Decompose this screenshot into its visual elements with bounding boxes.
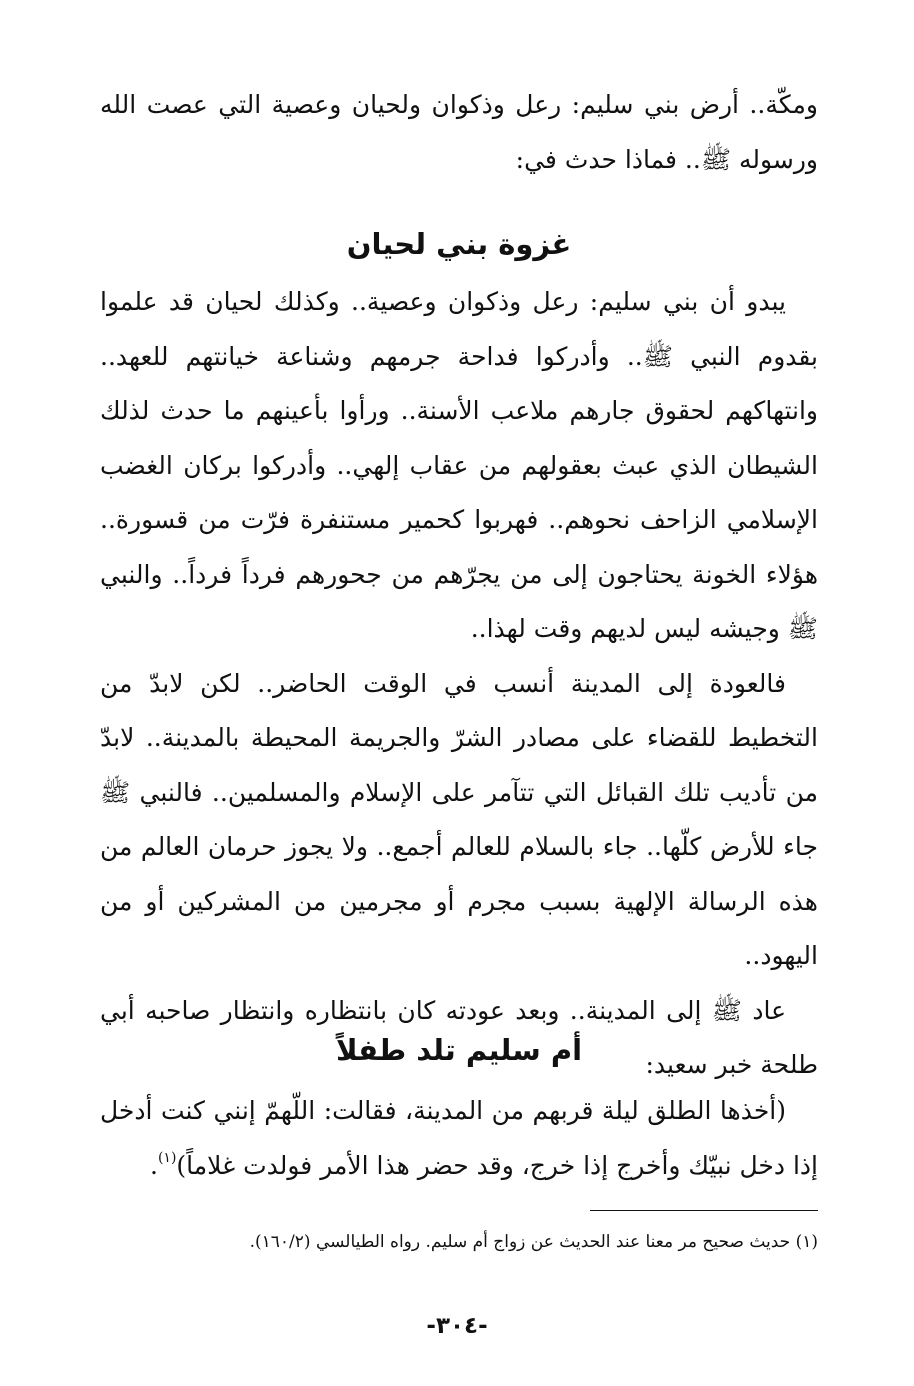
body-paragraph: يبدو أن بني سليم: رعل وذكوان وعصية.. وكذلك لحيان قد علموا بقدوم النبي ﷺ.. وأدركوا فداحة جرمهم وشناعة خيانتهم للعهد.. وانتهاكهم لحقوق جارهم ملاعب الأسنة.. ورأوا بأعينهم ما حدث لذلك الشيطان الذي عبث بعقولهم من عقاب إلهي.. وأدركوا بركان الغضب الإسلامي الزاحف نحوهم.. فهربوا كحمير مستنفرة فرّت من قسورة.. هؤلاء الخونة يحتاجون إلى من يجرّهم من جحورهم فرداً فرداً.. والنبي ﷺ وجيشه ليس لديهم وقت لهذا.. bbox=[100, 287, 818, 643]
footnote-separator bbox=[590, 1210, 818, 1211]
end-punctuation: . bbox=[150, 1150, 158, 1180]
body-paragraph: فالعودة إلى المدينة أنسب في الوقت الحاضر.. لكن لابدّ من التخطيط للقضاء على مصادر الشرّ والجريمة المحيطة بالمدينة.. لابدّ من تأديب تلك القبائل التي تتآمر على الإسلام والمسلمين.. فالنبي ﷺ جاء للأرض كلّها.. جاء بالسلام للعالم أجمع.. ولا يجوز حرمان العالم من هذه الرسالة الإلهية بسبب مجرم أو مجرمين من المشركين أو من اليهود.. bbox=[100, 668, 818, 970]
intro-text: ومكّة.. أرض بني سليم: رعل وذكوان ولحيان وعصية التي عصت الله ورسوله ﷺ.. فماذا حدث في: bbox=[100, 90, 818, 174]
intro-paragraph bbox=[100, 78, 818, 187]
section-heading-umm-sulaym: أم سليم تلد طفلاً bbox=[335, 1033, 583, 1067]
quoted-hadith: (أخذها الطلق ليلة قربهم من المدينة، فقالت: اللّهمّ إنني كنت أدخل إذا دخل نبيّك وأخرج إذا خرج، وقد حضر هذا الأمر فولدت غلاماً) bbox=[100, 1096, 818, 1180]
body-paragraph: عاد ﷺ إلى المدينة.. وبعد عودته كان بانتظاره وانتظار صاحبه أبي طلحة خبر سعيد: bbox=[100, 995, 818, 1079]
page-number: -٣٠٤- bbox=[426, 1313, 488, 1339]
body-paragraph bbox=[100, 1084, 818, 1193]
section-heading-bani-lihyan: غزوة بني لحيان bbox=[346, 227, 572, 261]
footnote: (١) حديث صحيح مر معنا عند الحديث عن زواج أم سليم. رواه الطيالسي (١٦٠/٢). bbox=[249, 1232, 818, 1252]
footnote-reference: (١) bbox=[157, 1149, 177, 1166]
section-body-umm-sulaym bbox=[100, 1084, 818, 1193]
section-body-bani-lihyan bbox=[100, 275, 818, 1093]
